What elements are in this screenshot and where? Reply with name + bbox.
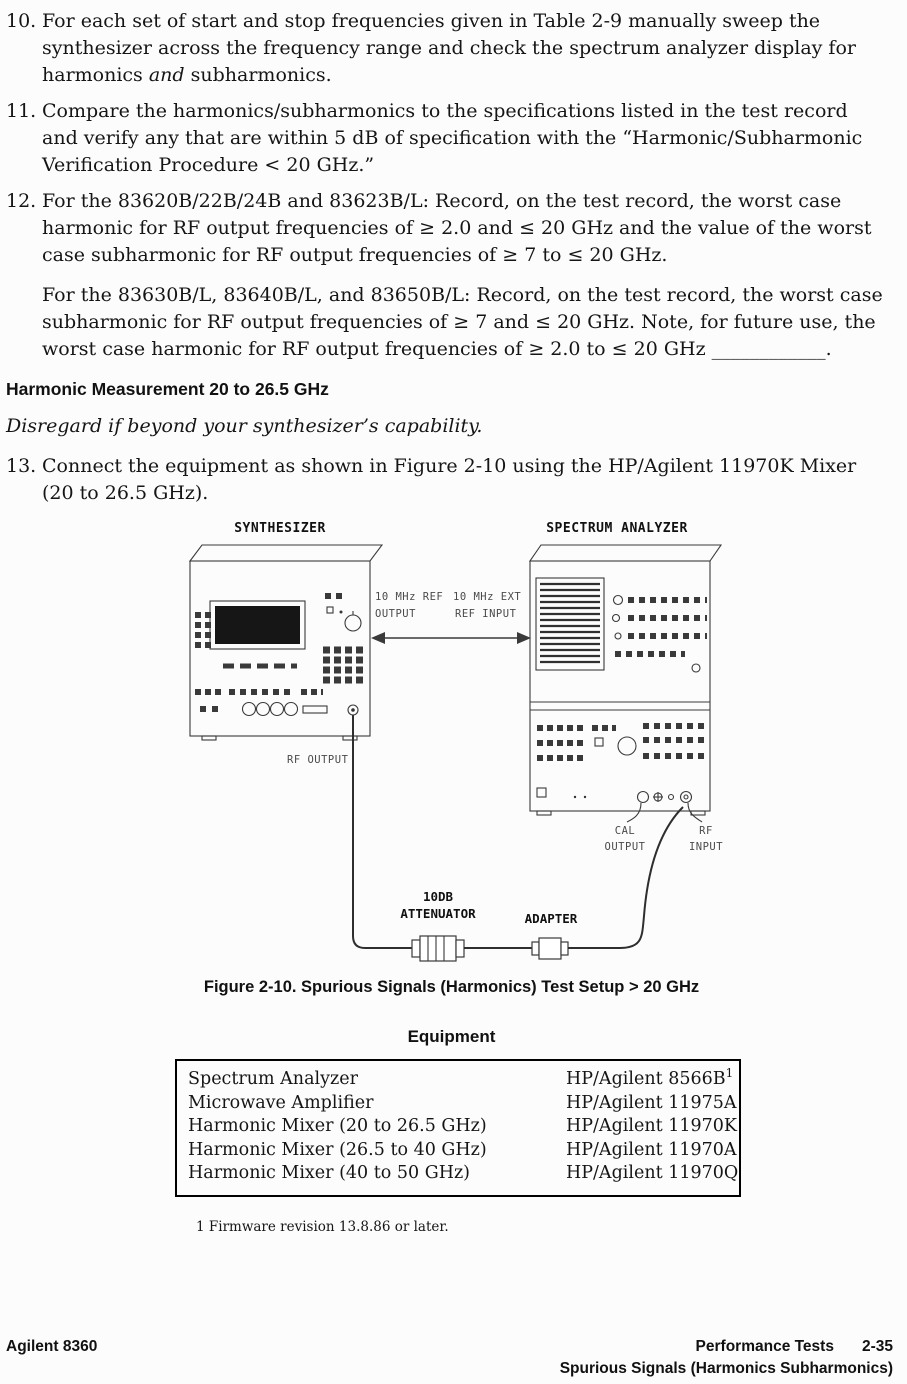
ext-ref-label-line2: REF INPUT — [455, 608, 517, 620]
synthesizer-knob — [345, 615, 361, 631]
footer-subsection: Spurious Signals (Harmonics Subharmonics) — [559, 1360, 893, 1377]
attenuator-label-line2: ATTENUATOR — [400, 906, 476, 921]
equipment-model — [566, 1139, 739, 1163]
table-row — [177, 1139, 739, 1163]
model-text: HP/Agilent 11970K — [566, 1116, 737, 1136]
item-number: 12. — [6, 190, 37, 212]
table-row — [177, 1115, 739, 1139]
synthesizer-display — [215, 606, 300, 644]
item-text — [42, 8, 897, 89]
equipment-item: Harmonic Mixer (20 to 26.5 GHz) — [188, 1116, 487, 1136]
page-number: 2-35 — [861, 1338, 893, 1355]
item-paragraph: For the 83630B/L, 83640B/L, and 83650B/L: Record, on the test record, the worst case subharmonic for RF output frequencies of ≥ 7 and ≤ 20 GHz. Note, for future use, the worst case harmonic for RF output frequencies of ≥ 2.0 to ≤ 20 GHz ____________. — [42, 284, 883, 360]
item-text-segment: For each set of start and stop frequencies given in Table 2-9 manually sweep the synthesizer across the frequency range and check the spectrum analyzer display for harmonics — [42, 10, 856, 86]
attenuator-label-line1: 10DB — [422, 889, 454, 904]
model-text: HP/Agilent 11970Q — [566, 1163, 739, 1183]
equipment-model — [566, 1115, 739, 1139]
cal-output-connector — [638, 792, 649, 803]
table-row — [177, 1068, 739, 1092]
cal-output-label-line1: CAL — [614, 825, 636, 837]
synthesizer-label: SYNTHESIZER — [234, 521, 326, 536]
model-text: HP/Agilent 8566B — [566, 1069, 726, 1089]
equipment-heading: Equipment — [407, 1027, 496, 1046]
equipment-item: Harmonic Mixer (26.5 to 40 GHz) — [188, 1139, 487, 1160]
rf-input-connector — [681, 792, 692, 803]
item-paragraph: For the 83620B/22B/24B and 83623B/L: Record, on the test record, the worst case harmonic for RF output frequencies of ≥ 2.0 and ≤ 20 GHz and the value of the worst case subharmonic for RF output frequencies of ≥ 7 to ≤ 20 GHz. — [42, 190, 872, 266]
item-text — [42, 188, 897, 363]
adapter-label: ADAPTER — [524, 911, 578, 926]
list-item-12 — [6, 188, 897, 363]
section-heading: Harmonic Measurement 20 to 26.5 GHz — [6, 379, 329, 399]
table-row — [177, 1162, 739, 1186]
ref-output-label-line2: OUTPUT — [375, 608, 416, 620]
section-note: Disregard if beyond your synthesizer’s capability. — [6, 415, 483, 437]
ref-output-label-line1: 10 MHz REF — [375, 591, 444, 603]
spectrum-analyzer-label: SPECTRUM ANALYZER — [546, 521, 688, 536]
equipment-model — [566, 1162, 739, 1186]
footer-product: Agilent 8360 — [6, 1338, 98, 1355]
rf-input-label-line1: RF — [699, 825, 713, 837]
adapter-symbol — [532, 938, 568, 959]
item-text-segment: subharmonics. — [184, 64, 332, 86]
equipment-item: Spectrum Analyzer — [188, 1069, 358, 1089]
list-item-13 — [6, 453, 897, 507]
item-number: 11. — [6, 100, 37, 122]
synthesizer-drawing — [190, 545, 382, 740]
equipment-item: Microwave Amplifier — [188, 1092, 374, 1113]
cal-output-label-line2: OUTPUT — [604, 841, 646, 853]
table-row — [177, 1092, 739, 1116]
test-setup-figure — [6, 516, 897, 966]
test-setup-diagram — [175, 516, 735, 966]
rf-output-label: RF OUTPUT — [287, 754, 349, 766]
item-number: 13. — [6, 455, 37, 477]
ref-cable-arrow — [371, 632, 531, 644]
rf-input-label-line2: INPUT — [688, 841, 724, 853]
table-footnote: 1 Firmware revision 13.8.86 or later. — [196, 1218, 449, 1235]
equipment-model — [566, 1068, 739, 1092]
equipment-item: Harmonic Mixer (40 to 50 GHz) — [188, 1163, 470, 1183]
footer-right — [560, 1337, 893, 1379]
attenuator-symbol — [412, 936, 464, 961]
footer-section-title: Performance Tests — [695, 1338, 834, 1355]
figure-caption: Figure 2-10. Spurious Signals (Harmonics) Test Setup > 20 GHz — [203, 978, 700, 996]
list-item-11 — [6, 98, 897, 179]
list-item-10 — [6, 8, 897, 89]
item-text: Compare the harmonics/subharmonics to the specifications listed in the test record and verify any that are within 5 dB of specification with the “Harmonic/Subharmonic Verification Procedure < 20 GHz.” — [42, 100, 863, 176]
ext-ref-label-line1: 10 MHz EXT — [453, 591, 522, 603]
model-text: HP/Agilent 11975A — [566, 1092, 737, 1113]
footnote-marker: 1 — [725, 1066, 734, 1081]
item-text-italic: and — [148, 64, 185, 86]
item-text: Connect the equipment as shown in Figure 2-10 using the HP/Agilent 11970K Mixer (20 to 26.5 GHz). — [42, 455, 857, 504]
equipment-table — [175, 1059, 741, 1197]
model-text: HP/Agilent 11970A — [566, 1139, 737, 1160]
analyzer-knob — [618, 737, 636, 755]
footer-section — [560, 1337, 893, 1357]
spectrum-analyzer-drawing — [530, 545, 721, 815]
item-number: 10. — [6, 10, 37, 32]
equipment-model — [566, 1092, 739, 1116]
